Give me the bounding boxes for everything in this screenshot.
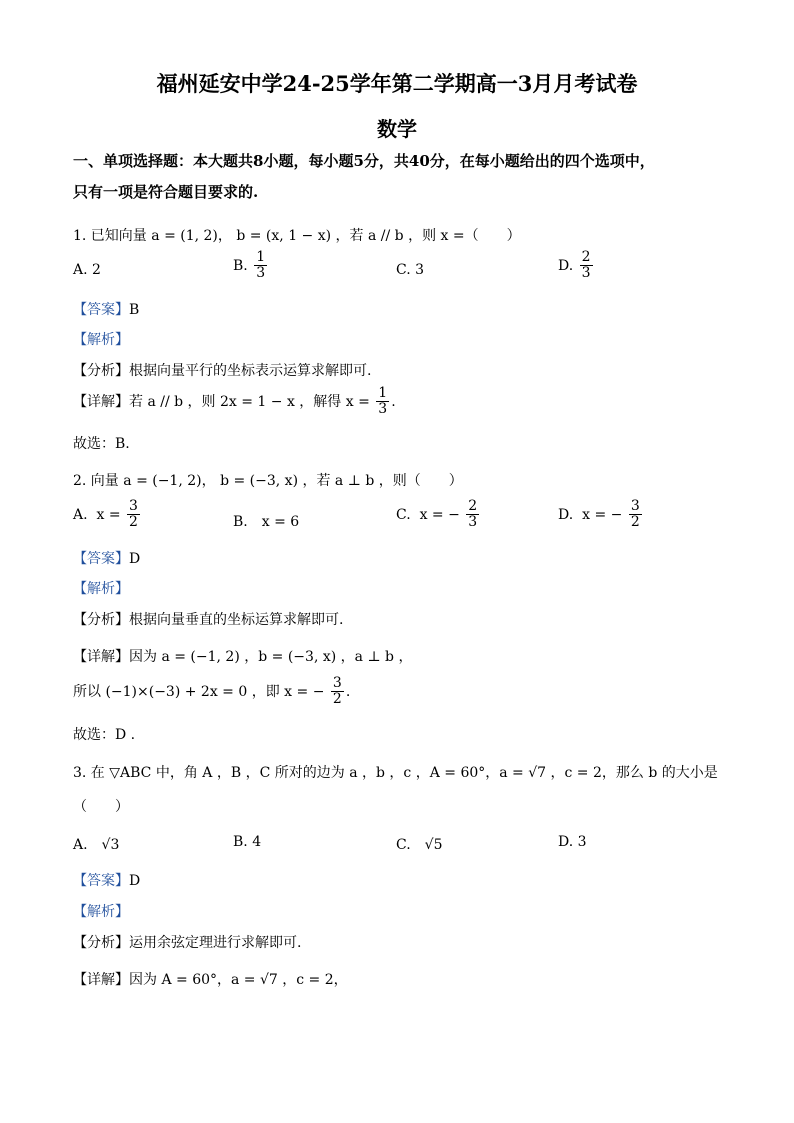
q1-option-c: C. 3 [396,262,425,278]
q1-conclusion: 故选：B. [73,436,130,452]
q2-vector-a: a = (−1, 2) [123,473,202,489]
q2-option-c: C. x = − $\frac{2}{3}$ [396,498,478,531]
q1-option-d-fraction: $\frac{2}{3}$ [581,249,591,282]
q1-fenxi: 【分析】根据向量平行的坐标表示运算求解即可. [73,363,372,379]
q1-analysis-label: 【解析】 [73,332,129,348]
q3-option-a: A. √3 [73,837,120,853]
q2-conclusion: 故选：D . [73,727,136,743]
question-1-stem: 1. 已知向量 a = (1, 2)， b = (x, 1 − x) ，若 a // b ，则 x =（ ） [73,228,521,244]
q2-derivation-fraction: $\frac{3}{2}$ [332,675,342,708]
q1-stem-text: 1. 已知向量 [73,228,147,244]
q2-option-d: D. x = − $\frac{3}{2}$ [558,498,640,531]
q1-answer: 【答案】B [73,302,140,318]
q1-vector-b: b = (x, 1 − x) [236,228,332,244]
q2-option-a: A. x = $\frac{3}{2}$ [73,498,138,531]
exam-title: 福州延安中学24-25学年第二学期高一3月月考试卷 [156,71,638,96]
q3-option-b: B. 4 [233,834,262,850]
q1-option-b [233,250,269,282]
q2-stem-text: 2. 向量 [73,473,119,489]
q2-analysis-label: 【解析】 [73,581,129,597]
q1-vector-a: a = (1, 2) [151,228,218,244]
q3-option-c: C. √5 [396,837,443,853]
q1-option-b-label: B. [233,257,248,274]
subject-heading: 数学 [377,117,417,141]
q2-option-b: B. x = 6 [233,514,300,530]
q1-xiangjie-fraction: $\frac{1}{3}$ [378,385,388,418]
q3-analysis-label: 【解析】 [73,904,129,920]
q2-fenxi: 【分析】根据向量垂直的坐标运算求解即可. [73,612,344,628]
q2-vector-b: b = (−3, x) [220,473,299,489]
question-3-stem: 3. 在 ▽ABC 中，角 A ，B ，C 所对的边为 a ，b ，c ，A = 60°，a = √7 ，c = 2，那么 b 的大小是 [73,765,718,781]
q2-xiangjie: 【详解】因为 a = (−1, 2) ，b = (−3, x) ，a ⊥ b ， [73,649,413,665]
section-heading-line1: 一、单项选择题：本大题共8小题，每小题5分，共40分，在每小题给出的四个选项中， [73,152,655,170]
q2-condition: ，若 a ⊥ b ，则（ ） [302,473,463,489]
q3-xiangjie: 【详解】因为 A = 60°，a = √7 ，c = 2， [73,972,348,988]
q3-fenxi: 【分析】运用余弦定理进行求解即可. [73,935,302,951]
q1-option-b-fraction: $\frac{1}{3}$ [256,249,266,282]
q1-xiangjie: 【详解】若 a // b ，则 2x = 1 − x ，解得 x = $\frac{1}{3}$ . [73,385,396,418]
q3-answer: 【答案】D [73,873,141,889]
q2-answer: 【答案】D [73,551,141,567]
section-heading-line2: 只有一项是符合题目要求的. [73,183,259,201]
q3-option-d: D. 3 [558,834,587,850]
q1-option-d [558,250,595,282]
q1-condition: ，若 a // b ，则 x =（ ） [335,228,521,244]
q1-option-a: A. 2 [73,262,101,278]
q1-option-d-label: D. [558,257,574,274]
question-3-stem-cont: （ ） [73,799,129,815]
q2-derivation: 所以 (−1)×(−3) + 2x = 0 ，即 x = − $\frac{3}{2}$ . [73,675,351,708]
question-2-stem: 2. 向量 a = (−1, 2)， b = (−3, x) ，若 a ⊥ b ，则（ ） [73,473,463,489]
